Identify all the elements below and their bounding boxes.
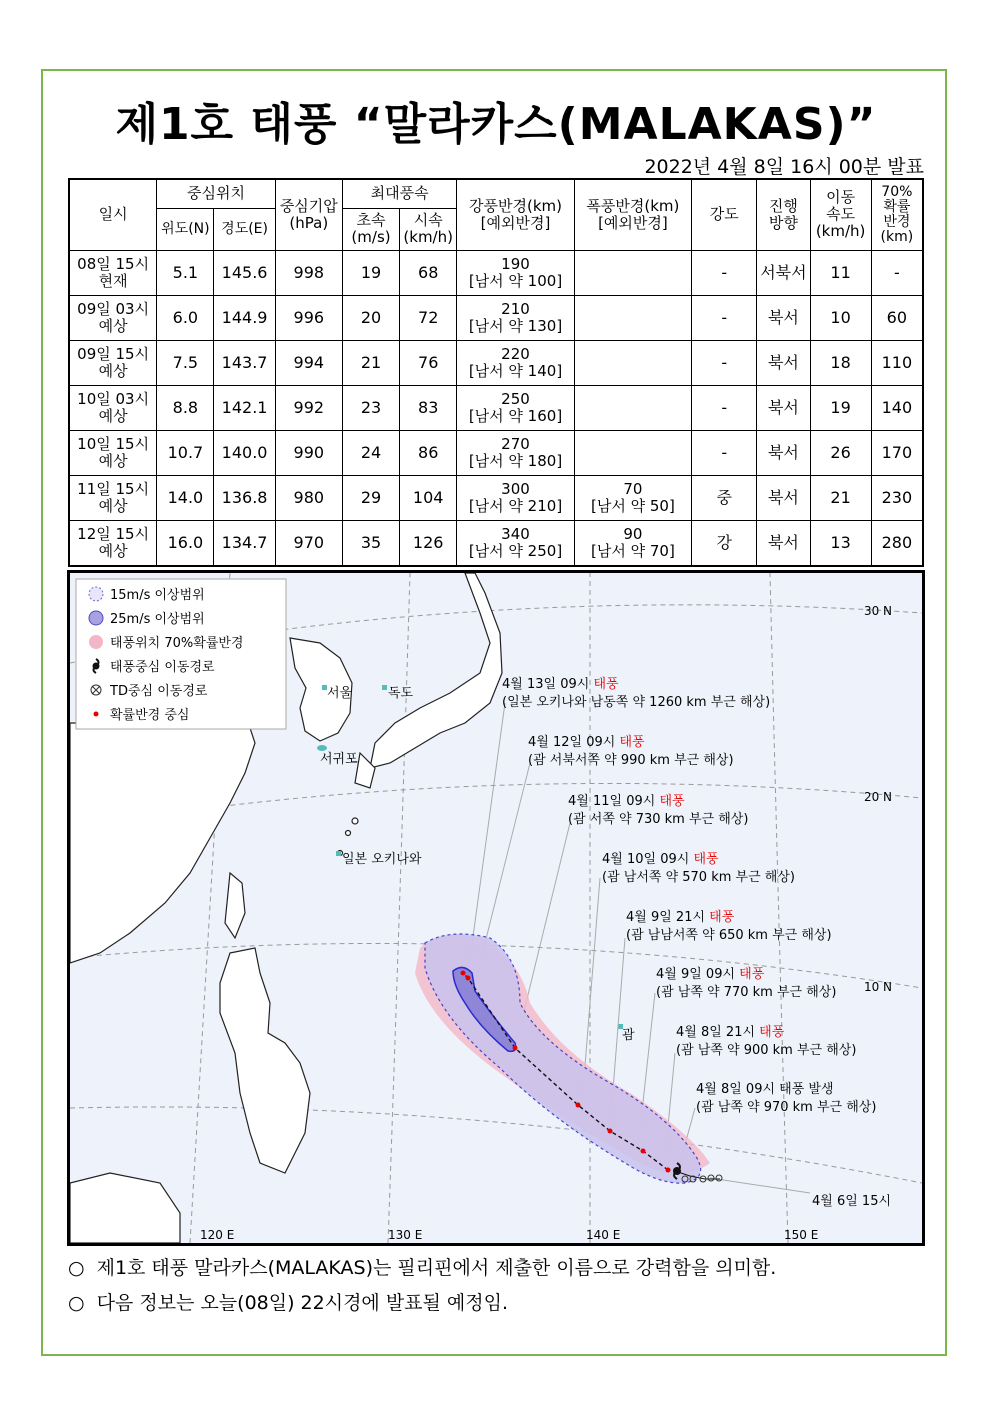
header-lon: 경도(E) (214, 208, 275, 250)
lon-label: 120 E (200, 1228, 235, 1242)
cell-intensity: 중 (692, 475, 757, 520)
header-pressure: 중심기압 (hPa) (275, 179, 342, 250)
cell-lat: 8.8 (157, 385, 214, 430)
cell-prob: 230 (871, 475, 923, 520)
cell-pressure: 992 (275, 385, 342, 430)
cell-direction: 북서 (757, 430, 810, 475)
cell-prob: 280 (871, 520, 923, 566)
cell-storm (574, 385, 691, 430)
lon-label: 140 E (586, 1228, 621, 1242)
header-direction: 진행 방향 (757, 179, 810, 250)
header-lat: 위도(N) (157, 208, 214, 250)
cell-ms: 29 (342, 475, 399, 520)
cell-speed: 21 (810, 475, 871, 520)
cell-time: 10일 15시 예상 (69, 430, 157, 475)
place-dokdo: 독도 (388, 686, 414, 701)
cell-kmh: 76 (400, 340, 457, 385)
place-guam: 괌 (622, 1028, 635, 1043)
header-ms: 초속 (m/s) (342, 208, 399, 250)
header-prob: 70% 확률 반경 (km) (871, 179, 923, 250)
cell-direction: 북서 (757, 520, 810, 566)
cell-direction: 북서 (757, 385, 810, 430)
cell-storm: 70 [남서 약 50] (574, 475, 691, 520)
cell-storm (574, 250, 691, 295)
annotation-1: 4월 12일 09시 태풍 (528, 735, 645, 750)
table-row (69, 520, 923, 566)
cell-gale: 210 [남서 약 130] (457, 295, 574, 340)
cell-pressure: 970 (275, 520, 342, 566)
place-okinawa: 일본 오키나와 (342, 852, 422, 867)
cell-time: 12일 15시 예상 (69, 520, 157, 566)
cell-ms: 20 (342, 295, 399, 340)
place-seoul: 서울 (327, 686, 353, 701)
cell-ms: 35 (342, 520, 399, 566)
cell-gale: 300 [남서 약 210] (457, 475, 574, 520)
cell-speed: 19 (810, 385, 871, 430)
note-1 (68, 1253, 776, 1280)
cell-intensity: - (692, 385, 757, 430)
cell-time: 11일 15시 예상 (69, 475, 157, 520)
cell-direction: 서북서 (757, 250, 810, 295)
cell-intensity: - (692, 250, 757, 295)
cell-kmh: 126 (400, 520, 457, 566)
cell-intensity: - (692, 340, 757, 385)
cell-speed: 26 (810, 430, 871, 475)
bullet: ○ (68, 1257, 85, 1279)
cell-prob: 110 (871, 340, 923, 385)
cell-speed: 18 (810, 340, 871, 385)
annotation-6: 4월 8일 21시 태풍 (676, 1025, 785, 1040)
cell-speed: 10 (810, 295, 871, 340)
cell-pressure: 996 (275, 295, 342, 340)
legend-item: 태풍위치 70%확률반경 (110, 636, 244, 651)
cell-storm (574, 430, 691, 475)
annotation-3: 4월 10일 09시 태풍 (602, 852, 719, 867)
lat-label: 10 N (863, 980, 892, 994)
table-row (69, 430, 923, 475)
cell-prob: - (871, 250, 923, 295)
cell-pressure: 980 (275, 475, 342, 520)
cell-lon: 142.1 (214, 385, 275, 430)
legend-item: 확률반경 중심 (110, 708, 190, 723)
table-row (69, 250, 923, 295)
cell-lon: 144.9 (214, 295, 275, 340)
legend-item: 25m/s 이상범위 (110, 612, 205, 627)
annotation-7-desc: (괌 남쪽 약 970 km 부근 해상) (696, 1100, 877, 1115)
legend-15ms-icon (89, 587, 103, 601)
cell-storm: 90 [남서 약 70] (574, 520, 691, 566)
cell-storm (574, 295, 691, 340)
cell-lon: 143.7 (214, 340, 275, 385)
cell-lon: 145.6 (214, 250, 275, 295)
cell-ms: 23 (342, 385, 399, 430)
cell-time: 09일 03시 예상 (69, 295, 157, 340)
cell-lat: 7.5 (157, 340, 214, 385)
annotation-7: 4월 8일 09시 태풍 발생 (696, 1082, 834, 1097)
legend-25ms-icon (89, 611, 103, 625)
place-seogwipo: 서귀포 (320, 752, 358, 767)
legend-item: 태풍중심 이동경로 (110, 660, 215, 675)
bullet: ○ (68, 1292, 85, 1314)
header-storm-radius: 폭풍반경(km) [예외반경] (574, 179, 691, 250)
annotation-5: 4월 9일 09시 태풍 (656, 967, 765, 982)
cell-time: 10일 03시 예상 (69, 385, 157, 430)
cell-kmh: 68 (400, 250, 457, 295)
header-kmh: 시속 (km/h) (400, 208, 457, 250)
cell-storm (574, 340, 691, 385)
cell-gale: 190 [남서 약 100] (457, 250, 574, 295)
annotation-4: 4월 9일 21시 태풍 (626, 910, 735, 925)
cell-direction: 북서 (757, 295, 810, 340)
annotation-1-desc: (괌 서북서쪽 약 990 km 부근 해상) (528, 753, 734, 768)
map-legend (76, 579, 286, 729)
note-2 (68, 1288, 508, 1315)
cell-lat: 5.1 (157, 250, 214, 295)
annotation-4-desc: (괌 남남서쪽 약 650 km 부근 해상) (626, 928, 832, 943)
cell-direction: 북서 (757, 340, 810, 385)
table-row (69, 475, 923, 520)
cell-gale: 250 [남서 약 160] (457, 385, 574, 430)
cell-intensity: 강 (692, 520, 757, 566)
cell-pressure: 994 (275, 340, 342, 385)
table-row (69, 340, 923, 385)
cell-gale: 220 [남서 약 140] (457, 340, 574, 385)
cell-intensity: - (692, 295, 757, 340)
page-title: 제1호 태풍 “말라카스(MALAKAS)” (115, 99, 877, 150)
header-gale-radius: 강풍반경(km) [예외반경] (457, 179, 574, 250)
cell-prob: 170 (871, 430, 923, 475)
cell-direction: 북서 (757, 475, 810, 520)
cell-kmh: 83 (400, 385, 457, 430)
cell-ms: 21 (342, 340, 399, 385)
cell-lon: 136.8 (214, 475, 275, 520)
cell-prob: 60 (871, 295, 923, 340)
table-row (69, 385, 923, 430)
cell-pressure: 998 (275, 250, 342, 295)
annotation-0: 4월 13일 09시 태풍 (502, 677, 619, 692)
header-speed: 이동 속도 (km/h) (810, 179, 871, 250)
cell-ms: 24 (342, 430, 399, 475)
legend-item: 15m/s 이상범위 (110, 588, 205, 603)
cell-lon: 134.7 (214, 520, 275, 566)
header-intensity: 강도 (692, 179, 757, 250)
annotation-0-desc: (일본 오키나와 남동쪽 약 1260 km 부근 해상) (502, 695, 771, 710)
cell-kmh: 86 (400, 430, 457, 475)
header-center: 중심위치 (157, 179, 275, 208)
typhoon-track-map (67, 570, 925, 1246)
cell-kmh: 104 (400, 475, 457, 520)
forecast-table (68, 178, 924, 567)
header-maxwind: 최대풍속 (342, 179, 456, 208)
lon-label: 130 E (388, 1228, 423, 1242)
cell-lat: 16.0 (157, 520, 214, 566)
lat-label: 30 N (863, 604, 892, 618)
lat-label: 20 N (863, 790, 892, 804)
cell-lat: 6.0 (157, 295, 214, 340)
annotation-2-desc: (괌 서쪽 약 730 km 부근 해상) (568, 812, 749, 827)
table-row (69, 295, 923, 340)
cell-ms: 19 (342, 250, 399, 295)
legend-prob-icon (89, 635, 103, 649)
cell-time: 08일 15시 현재 (69, 250, 157, 295)
cell-prob: 140 (871, 385, 923, 430)
cell-lat: 14.0 (157, 475, 214, 520)
legend-prob-center-icon (94, 712, 99, 717)
annotation-2: 4월 11일 09시 태풍 (568, 794, 685, 809)
cell-speed: 13 (810, 520, 871, 566)
note-text: 제1호 태풍 말라카스(MALAKAS)는 필리핀에서 제출한 이름으로 강력함을 의미함. (96, 1257, 777, 1279)
lon-label: 150 E (784, 1228, 819, 1242)
annotation-3-desc: (괌 남서쪽 약 570 km 부근 해상) (602, 870, 795, 885)
cell-gale: 270 [남서 약 180] (457, 430, 574, 475)
cell-speed: 11 (810, 250, 871, 295)
start-label: 4월 6일 15시 (812, 1194, 892, 1209)
header-time: 일시 (69, 179, 157, 250)
cell-kmh: 72 (400, 295, 457, 340)
cell-lon: 140.0 (214, 430, 275, 475)
legend-item: TD중심 이동경로 (110, 684, 208, 699)
issued-time: 2022년 4월 8일 16시 00분 발표 (644, 156, 924, 178)
cell-pressure: 990 (275, 430, 342, 475)
annotation-6-desc: (괌 남쪽 약 900 km 부근 해상) (676, 1043, 857, 1058)
cell-gale: 340 [남서 약 250] (457, 520, 574, 566)
cell-intensity: - (692, 430, 757, 475)
note-text: 다음 정보는 오늘(08일) 22시경에 발표될 예정임. (96, 1292, 509, 1314)
annotation-5-desc: (괌 남쪽 약 770 km 부근 해상) (656, 985, 837, 1000)
cell-lat: 10.7 (157, 430, 214, 475)
cell-time: 09일 15시 예상 (69, 340, 157, 385)
